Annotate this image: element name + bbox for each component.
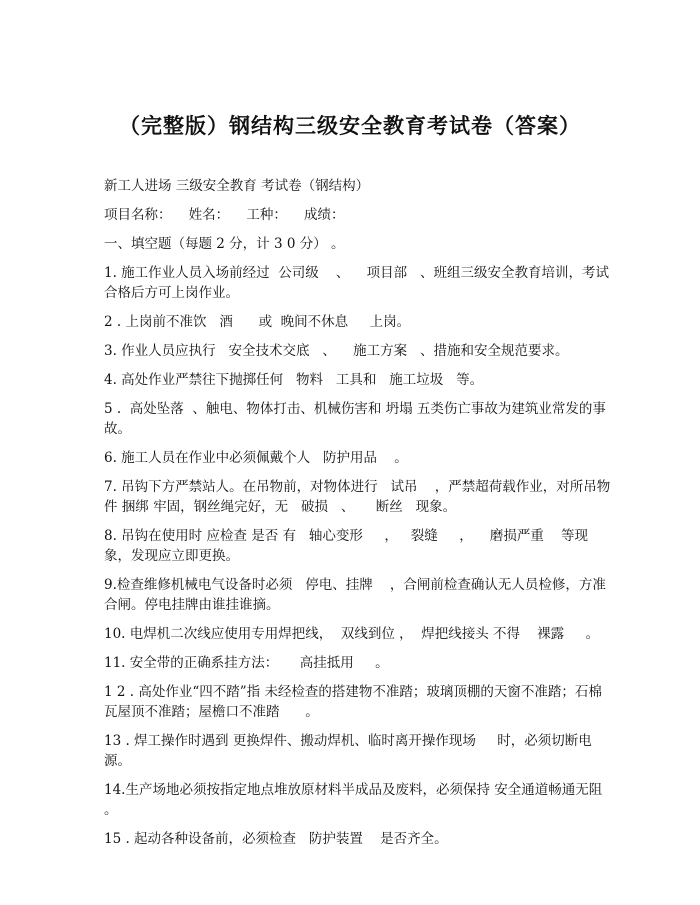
question-item: 1. 施工作业人员入场前经过 公司级 、 项目部 、班组三级安全教育培训，考试合格后方可上岗作业。 [104, 265, 609, 301]
question-item: 10. 电焊机二次线应使用专用焊把线， 双线到位 ， 焊把线接头 不得 裸露 。 [104, 626, 600, 642]
question-item: 8. 吊钩在使用时 应检查 是否 有 轴心变形 ， 裂缝 ， 磨损严重 等现象，发现应立即更换。 [104, 528, 589, 564]
question-item: 2 . 上岗前不准饮 酒 或 晚间不休息 上岗。 [104, 314, 411, 330]
document-title: （完整版）钢结构三级安全教育考试卷（答案） [119, 113, 581, 138]
question-item: 6. 施工人员在作业中必须佩戴个人 防护用品 。 [104, 450, 408, 466]
question-item: 13 . 焊工操作时遇到 更换焊件、搬动焊机、临时离开操作现场 时，必须切断电源。 [104, 733, 592, 769]
info-line: 项目名称： 姓名： 工种： 成绩： [104, 207, 345, 223]
question-item: 1 2 . 高处作业“四不踏”指 未经检查的搭建物不准踏；玻璃顶棚的天窗不准踏；石棉瓦屋顶不准踏；屋檐口不准踏 。 [104, 684, 602, 720]
question-item: 15 . 起动各种设备前，必须检查 防护装置 是否齐全。 [104, 831, 448, 847]
question-item: 14.生产场地必须按指定地点堆放原材料半成品及废料，必须保持 安全通道畅通无阻 。 [104, 782, 607, 818]
question-item: 4. 高处作业严禁往下抛掷任何 物料 工具和 施工垃圾 等。 [104, 372, 484, 388]
question-item: 5 . 高处坠落 、触电、物体打击、机械伤害和 坍塌 五类伤亡事故为建筑业常发的事故。 [104, 401, 606, 437]
question-item: 9.检查维修机械电气设备时必须 停电、挂牌 ，合闸前检查确认无人员检修，方准合闸。停电挂牌由谁挂谁摘。 [104, 577, 606, 613]
question-item: 11. 安全带的正确系挂方法： 高挂抵用 。 [104, 655, 389, 671]
document-body [104, 176, 614, 858]
question-item: 7. 吊钩下方严禁站人。在吊物前，对物体进行 试吊 ，严禁超荷载作业，对所吊物件 捆绑 牢固，钢丝绳完好，无 破损 、 断丝 现象。 [104, 479, 611, 515]
exam-subtitle: 新工人进场 三级安全教育 考试卷（钢结构） [104, 178, 370, 194]
question-item: 3. 作业人员应执行 安全技术交底 、 施工方案 、措施和安全规范要求。 [104, 343, 569, 359]
section-heading: 一、填空题（每题 2 分，计 3 0 分） 。 [104, 236, 345, 252]
